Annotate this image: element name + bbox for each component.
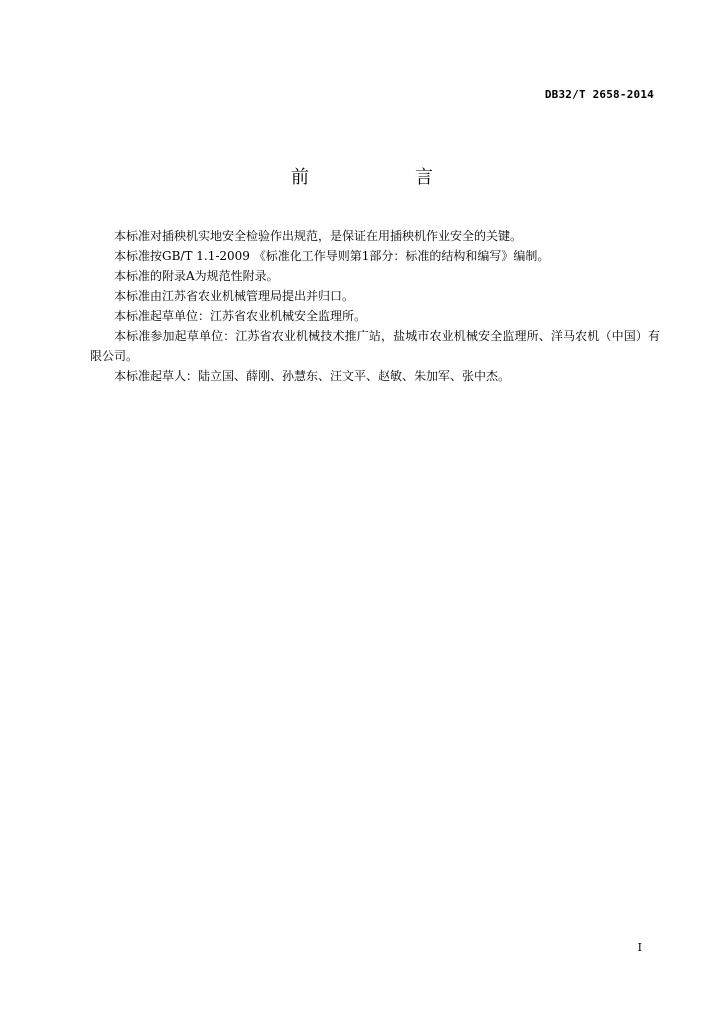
paragraph-annex: 本标准的附录A为规范性附录。: [114, 269, 279, 283]
paragraph-drafting-unit: 本标准起草单位：江苏省农业机械安全监理所。: [114, 309, 367, 323]
page-number: I: [637, 941, 642, 954]
paragraph-drafting-rules: 本标准按GB/T 1.1-2009 《标准化工作导则第1部分：标准的结构和编写》编制。: [114, 249, 550, 263]
foreword-body: [90, 226, 660, 386]
paragraph-participating-units: 本标准参加起草单位：江苏省农业机械技术推广站，盐城市农业机械安全监理所、洋马农机（中国）有限公司。: [90, 329, 660, 363]
paragraph-purpose: 本标准对插秧机实地安全检验作出规范，是保证在用插秧机作业安全的关键。: [114, 229, 523, 243]
standard-code: DB32/T 2658-2014: [544, 88, 654, 101]
page-title: 前 言: [291, 167, 477, 188]
paragraph-drafters: 本标准起草人：陆立国、薛刚、孙慧东、汪文平、赵敏、朱加军、张中杰。: [114, 369, 511, 383]
paragraph-proposer: 本标准由江苏省农业机械管理局提出并归口。: [114, 289, 355, 303]
